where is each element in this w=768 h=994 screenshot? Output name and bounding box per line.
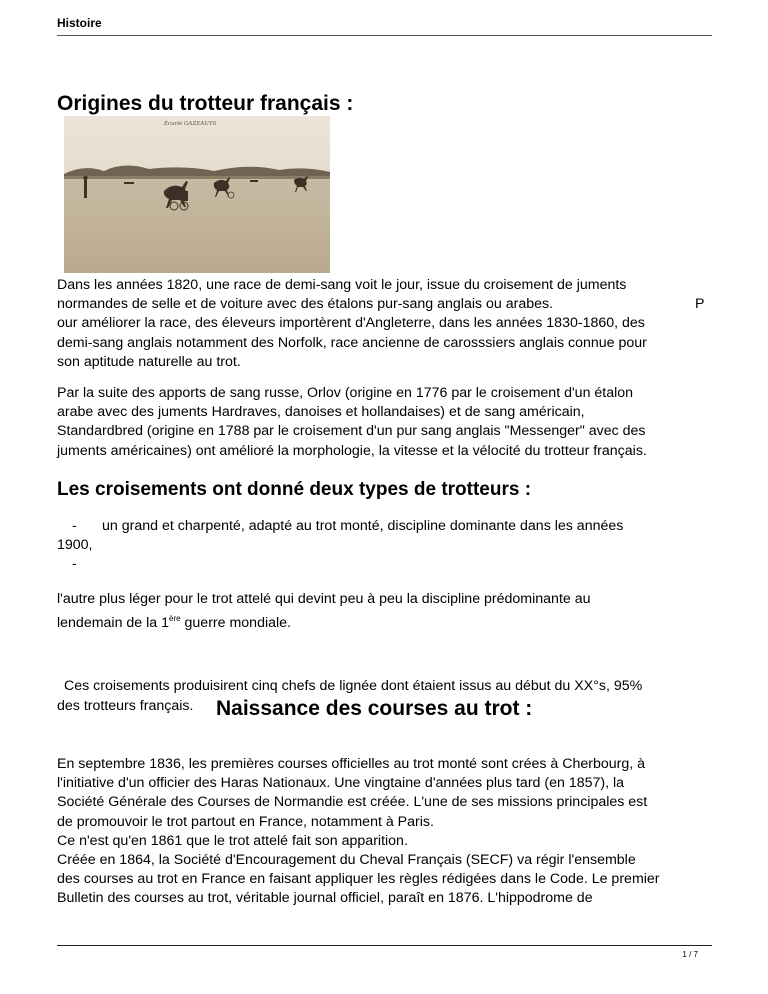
- p3-line-1: Ces croisements produisirent cinq chefs de lignée dont étaient issus au début du XX°s, 95%: [64, 678, 643, 694]
- p1-line-3: our améliorer la race, des éleveurs importèrent d'Angleterre, dans les années 1830-1860, des: [57, 315, 645, 332]
- paragraph-naissance: [57, 755, 717, 909]
- list-item-1-line-2: 1900,: [57, 537, 93, 553]
- photo-caption: Écurie GAZEAUYS: [164, 121, 217, 127]
- footer-divider: [57, 945, 712, 946]
- list-item-2-post: guerre mondiale.: [180, 615, 291, 631]
- racing-photo: [64, 116, 330, 273]
- list-item-2-line-1: l'autre plus léger pour le trot attelé qui devint peu à peu la discipline prédominante au: [57, 591, 591, 607]
- p4-line-5: Ce n'est qu'en 1861 que le trot attelé fait son apparition.: [57, 832, 408, 849]
- list-dash-1: -: [72, 518, 77, 534]
- page-header: [57, 14, 712, 36]
- section-title-croisements: Les croisements ont donné deux types de trotteurs :: [57, 479, 532, 500]
- page-number: 1 / 7: [682, 950, 698, 959]
- p4-line-6: Créée en 1864, la Société d'Encouragement du Cheval Français (SECF) va régir l'ensemble: [57, 852, 636, 869]
- p4-line-2: l'initiative d'un officier des Haras Nationaux. Une vingtaine d'années plus tard (en 1857), la: [57, 775, 625, 792]
- p2-line-3: Standardbred (origine en 1788 par le croisement d'un pur sang anglais "Messenger" avec des: [57, 423, 646, 440]
- paragraph-origines: [57, 276, 717, 372]
- p4-line-8: Bulletin des courses au trot, véritable journal officiel, paraît en 1876. L'hippodrome de: [57, 890, 593, 907]
- p1-line-2: normandes de selle et de voiture avec des étalons pur-sang anglais ou arabes.: [57, 296, 554, 313]
- section-title-naissance: Naissance des courses au trot :: [216, 697, 533, 720]
- p2-line-4: juments américaines) ont amélioré la morphologie, la vitesse et la vélocité du trotteur français.: [57, 442, 647, 459]
- list-item-2-sup: ère: [169, 614, 181, 623]
- p4-line-3: Société Générale des Courses de Normandie est créée. L'une de ses missions principales est: [57, 794, 648, 811]
- section-title-origines: Origines du trotteur français :: [57, 92, 354, 115]
- list-item-2-line-2: [57, 609, 291, 633]
- p4-line-7: des courses au trot en France en faisant appliquer les règles rédigées dans le Code. Le premier: [57, 871, 660, 888]
- list-item-2-pre: lendemain de la 1: [57, 615, 170, 631]
- p3-line-2: des trotteurs français.: [57, 698, 194, 714]
- p2-line-1: Par la suite des apports de sang russe, Orlov (origine en 1776 par le croisement d'un étalon: [57, 385, 634, 401]
- p2-line-2: arabe avec des juments Hardraves, danoises et hollandaises) et de sang américain,: [57, 404, 585, 421]
- p1-line-5: son aptitude naturelle au trot.: [57, 353, 241, 370]
- paragraph-apports: [57, 384, 717, 461]
- header-title: Histoire: [57, 16, 102, 30]
- p1-line-1: Dans les années 1820, une race de demi-sang voit le jour, issue du croisement de juments: [57, 277, 627, 293]
- p4-line-4: de promouvoir le trot partout en France, notamment à Paris.: [57, 813, 434, 830]
- p4-line-1: En septembre 1836, les premières courses officielles au trot monté sont crées à Cherbourg, à: [57, 756, 646, 772]
- p1-line-2-letter: P: [695, 296, 705, 313]
- list-item-1-line-1: un grand et charpenté, adapté au trot monté, discipline dominante dans les années: [102, 518, 624, 534]
- p1-line-4: demi-sang anglais notamment des Norfolk, race ancienne de carosssiers anglais connue pour: [57, 334, 647, 351]
- list-dash-2: -: [72, 556, 77, 572]
